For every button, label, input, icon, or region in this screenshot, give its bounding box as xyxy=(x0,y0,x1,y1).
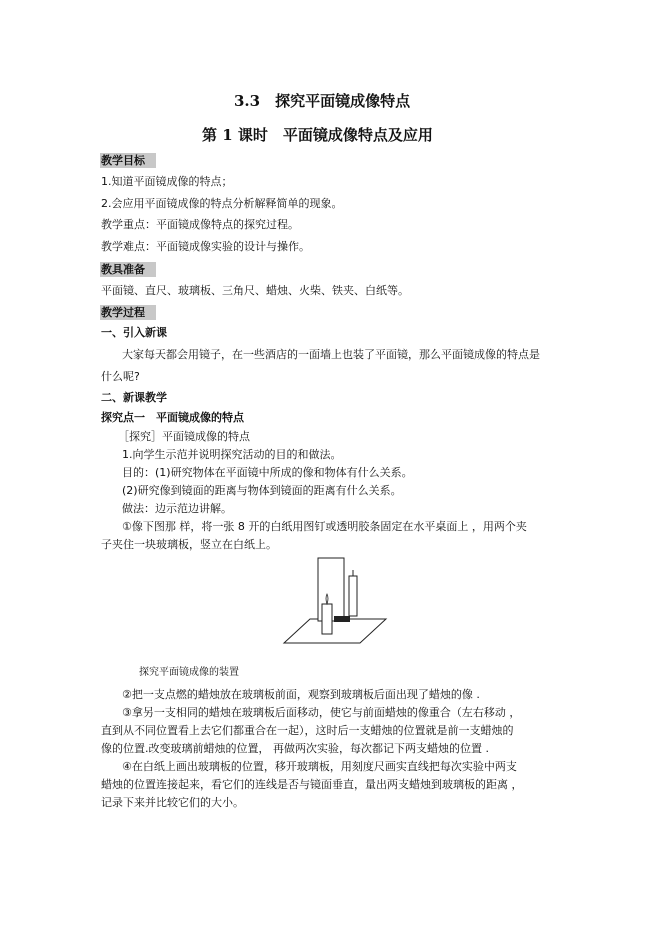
intro-line-2: 什么呢? xyxy=(101,370,140,383)
procedure-2: ②把一支点燃的蜡烛放在玻璃板前面，观察到玻璃板后面出现了蜡烛的像 . xyxy=(122,688,480,701)
procedure-4: ④在白纸上画出玻璃板的位置，移开玻璃板，用刻度尺画实直线把每次实验中两支 xyxy=(122,760,517,773)
procedure-4-cont-1: 蜡烛的位置连接起来，看它们的连线是否与镜面垂直，量出两支蜡烛到玻璃板的距离 ， xyxy=(101,778,523,791)
document-title: 3.3 探究平面镜成像特点 xyxy=(234,92,411,110)
method: 做法：边示范边讲解。 xyxy=(122,502,232,515)
new-lesson-heading: 二、新课教学 xyxy=(101,391,167,404)
figure-caption: 探究平面镜成像的装置 xyxy=(139,667,239,678)
mirror-apparatus-figure xyxy=(282,556,392,651)
procedure-4-cont-2: 记录下来并比较它们的大小。 xyxy=(101,796,244,809)
procedure-1: ①像下图那 样，将一张 8 开的白纸用图钉或透明胶条固定在水平桌面上 ，用两个夹 xyxy=(122,520,527,533)
section-heading-process-label: 教学过程 xyxy=(101,306,145,319)
section-heading-goals-label: 教学目标 xyxy=(101,154,145,167)
step-1: 1.向学生示范并说明探究活动的目的和做法。 xyxy=(122,448,342,461)
purpose-1: 目的：(1)研究物体在平面镜中所成的像和物体有什么关系。 xyxy=(122,466,413,479)
key-point: 教学重点：平面镜成像特点的探究过程。 xyxy=(101,218,299,231)
point-heading: 探究点一 平面镜成像的特点 xyxy=(101,411,244,424)
goal-1: 1.知道平面镜成像的特点； xyxy=(101,175,233,188)
section-heading-goals xyxy=(100,153,156,168)
procedure-3-cont-1: 直到从不同位置看上去它们都重合在一起），这时后一支蜡烛的位置就是前一支蜡烛的 xyxy=(101,724,514,737)
procedure-3-cont-2: 像的位置.改变玻璃前蜡烛的位置， 再做两次实验，每次都记下两支蜡烛的位置 . xyxy=(101,742,489,755)
procedure-3: ③拿另一支相同的蜡烛在玻璃板后面移动，使它与前面蜡烛的像重合（左右移动 ， xyxy=(122,706,521,719)
intro-heading: 一、引入新课 xyxy=(101,326,167,339)
section-heading-tools xyxy=(100,262,156,277)
section-heading-process xyxy=(100,305,156,320)
difficulty: 教学难点：平面镜成像实验的设计与操作。 xyxy=(101,240,310,253)
tools-list: 平面镜、直尺、玻璃板、三角尺、蜡烛、火柴、铁夹、白纸等。 xyxy=(101,284,409,297)
lesson-subtitle: 第 1 课时 平面镜成像特点及应用 xyxy=(202,126,433,144)
section-heading-tools-label: 教具准备 xyxy=(101,263,145,276)
procedure-1-cont: 子夹住一块玻璃板，竖立在白纸上。 xyxy=(101,538,277,551)
goal-2: 2.会应用平面镜成像的特点分析解释简单的现象。 xyxy=(101,197,343,210)
purpose-2: (2)研究像到镜面的距离与物体到镜面的距离有什么关系。 xyxy=(122,484,402,497)
inquiry-title: ［探究］平面镜成像的特点 xyxy=(118,430,250,443)
intro-line-1: 大家每天都会用镜子，在一些酒店的一面墙上也装了平面镜，那么平面镜成像的特点是 xyxy=(122,348,540,361)
